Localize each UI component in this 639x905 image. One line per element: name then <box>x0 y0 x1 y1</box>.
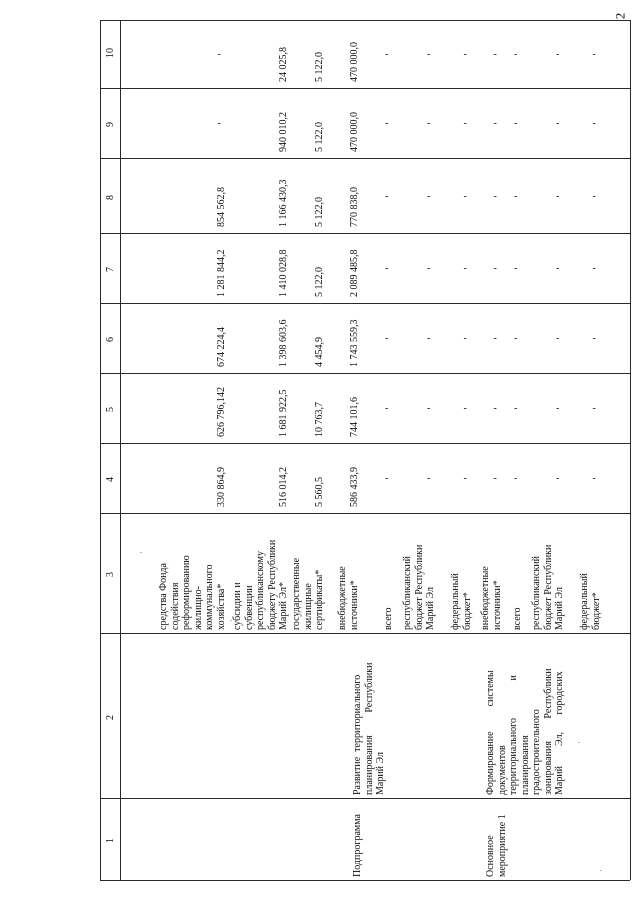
band-rule <box>100 513 630 514</box>
scan-speck <box>578 742 580 743</box>
empty-value-dash: - <box>556 118 560 129</box>
funding-source-label: всего <box>512 607 523 630</box>
empty-value-dash: - <box>463 263 467 274</box>
budget-value: 586 433,9 <box>348 467 360 507</box>
budget-value: 674 224,4 <box>215 327 227 367</box>
empty-value-dash: - <box>427 49 431 60</box>
funding-source-label: республиканский бюджет Республики Марий Эл <box>402 544 436 630</box>
empty-value-dash: - <box>385 333 389 344</box>
band-rule <box>100 798 630 799</box>
row-section-title: Подпрограмма <box>352 814 363 877</box>
empty-value-dash: - <box>493 190 497 202</box>
empty-value-dash: - <box>463 190 467 202</box>
table-right-edge <box>630 20 631 880</box>
funding-source-label: средства Фонда содействия реформированию жилищно- коммунального хозяйства* <box>158 555 227 630</box>
scan-speck <box>140 552 142 553</box>
budget-value: 854 562,8 <box>215 187 227 227</box>
empty-value-dash: - <box>463 403 467 414</box>
empty-value-dash: - <box>592 333 596 344</box>
band-rule <box>100 633 630 634</box>
budget-value: 1 166 430,3 <box>278 179 289 227</box>
budget-value: 744 101,6 <box>348 397 360 437</box>
funding-source-label: всего <box>383 607 394 630</box>
header-strip-edge <box>120 20 121 880</box>
empty-value-dash: - <box>514 333 518 344</box>
empty-value-dash: - <box>514 118 518 129</box>
empty-value-dash: - <box>493 473 497 484</box>
empty-value-dash: - <box>427 473 431 484</box>
budget-value: 940 010,2 <box>278 112 289 152</box>
empty-value-dash: - <box>427 118 431 129</box>
column-number-label: 4 <box>105 477 116 482</box>
empty-value-dash: - <box>514 190 518 202</box>
empty-value-dash: - <box>385 473 389 484</box>
empty-value-dash: - <box>427 333 431 344</box>
band-rule <box>100 158 630 159</box>
scan-speck <box>600 870 602 871</box>
funding-source-label: федеральный бюджет* <box>579 573 602 630</box>
column-number-label: 10 <box>105 48 116 58</box>
empty-value-dash: - <box>556 333 560 344</box>
row-description: Развитие территориального планирования Республики Марий Эл <box>352 662 386 795</box>
empty-value-dash: - <box>463 118 467 129</box>
band-rule <box>100 233 630 234</box>
funding-source-label: государственные жилищные сертификаты* <box>291 557 325 630</box>
empty-value-dash: - <box>592 190 596 202</box>
empty-value-dash: - <box>556 190 560 202</box>
column-number-label: 2 <box>105 714 116 720</box>
empty-value-dash: - <box>556 49 560 60</box>
empty-value-dash: - <box>556 403 560 414</box>
empty-value-dash: - <box>427 263 431 274</box>
budget-value: 770 838,0 <box>348 187 360 227</box>
funding-source-label: субсидии и субвенции республиканскому бюджету Республики Марий Эл* <box>232 539 289 630</box>
empty-value-dash: - <box>592 403 596 414</box>
empty-value-dash: - <box>592 49 596 60</box>
empty-value-dash: - <box>514 403 518 414</box>
funding-source-label: федеральный бюджет* <box>450 573 473 630</box>
budget-value: 330 864,9 <box>215 467 227 507</box>
empty-value-dash: - <box>217 49 221 60</box>
budget-value: 1 410 028,8 <box>278 249 289 297</box>
empty-value-dash: - <box>592 118 596 129</box>
budget-value: 4 454,9 <box>314 337 325 367</box>
empty-value-dash: - <box>514 263 518 274</box>
empty-value-dash: - <box>592 263 596 274</box>
empty-value-dash: - <box>493 333 497 344</box>
column-number-label: 6 <box>105 337 116 342</box>
band-rule <box>100 880 630 881</box>
empty-value-dash: - <box>463 473 467 484</box>
budget-value: 5 122,0 <box>314 122 325 152</box>
empty-value-dash: - <box>385 118 389 129</box>
column-number-label: 5 <box>105 407 116 412</box>
band-rule <box>100 20 630 21</box>
budget-value: 5 560,5 <box>314 477 325 507</box>
column-number-label: 9 <box>105 122 116 127</box>
budget-value: 1 681 922,5 <box>278 389 289 437</box>
band-rule <box>100 303 630 304</box>
budget-value: 1 281 844,2 <box>215 249 227 297</box>
empty-value-dash: - <box>493 49 497 60</box>
empty-value-dash: - <box>385 190 389 202</box>
row-description: Формирование системы документов территориального и планирования градостроительного зонирования Республики Марий Эл, городских <box>485 668 565 795</box>
budget-value: 1 743 559,3 <box>348 319 360 367</box>
empty-value-dash: - <box>493 263 497 274</box>
budget-value: 1 398 603,6 <box>278 319 289 367</box>
empty-value-dash: - <box>385 49 389 60</box>
empty-value-dash: - <box>493 118 497 129</box>
budget-value: 5 122,0 <box>314 197 325 227</box>
column-number-label: 1 <box>105 838 116 843</box>
empty-value-dash: - <box>556 263 560 274</box>
empty-value-dash: - <box>427 190 431 202</box>
column-number-label: 7 <box>105 267 116 272</box>
funding-source-label: внебюджетные источники* <box>480 566 503 630</box>
page-number: 2 <box>612 12 627 20</box>
budget-value: 470 000,0 <box>348 112 360 152</box>
empty-value-dash: - <box>556 473 560 484</box>
empty-value-dash: - <box>493 403 497 414</box>
empty-value-dash: - <box>427 403 431 414</box>
funding-source-label: республиканский бюджет Республики Марий Эл <box>531 544 565 630</box>
header-strip-edge <box>100 20 101 880</box>
column-number-label: 8 <box>105 194 116 200</box>
empty-value-dash: - <box>385 263 389 274</box>
budget-value: 5 122,0 <box>314 267 325 297</box>
empty-value-dash: - <box>514 473 518 484</box>
empty-value-dash: - <box>385 403 389 414</box>
scan-speck <box>230 620 232 621</box>
band-rule <box>100 443 630 444</box>
budget-value: 24 025,8 <box>278 47 289 82</box>
budget-value: 470 000,0 <box>348 42 360 82</box>
budget-value: 516 014,2 <box>278 467 289 507</box>
funding-source-label: внебюджетные источники* <box>337 566 360 630</box>
empty-value-dash: - <box>217 118 221 129</box>
budget-value: 5 122,0 <box>314 52 325 82</box>
row-section-title: Основное мероприятие 1 <box>485 814 508 877</box>
empty-value-dash: - <box>463 333 467 344</box>
empty-value-dash: - <box>463 49 467 60</box>
band-rule <box>100 373 630 374</box>
budget-value: 10 763,7 <box>314 402 325 437</box>
column-number-label: 3 <box>105 572 116 577</box>
empty-value-dash: - <box>592 473 596 484</box>
band-rule <box>100 88 630 89</box>
budget-value: 626 796,142 <box>215 387 227 437</box>
budget-value: 2 089 485,8 <box>348 249 360 297</box>
empty-value-dash: - <box>514 49 518 60</box>
